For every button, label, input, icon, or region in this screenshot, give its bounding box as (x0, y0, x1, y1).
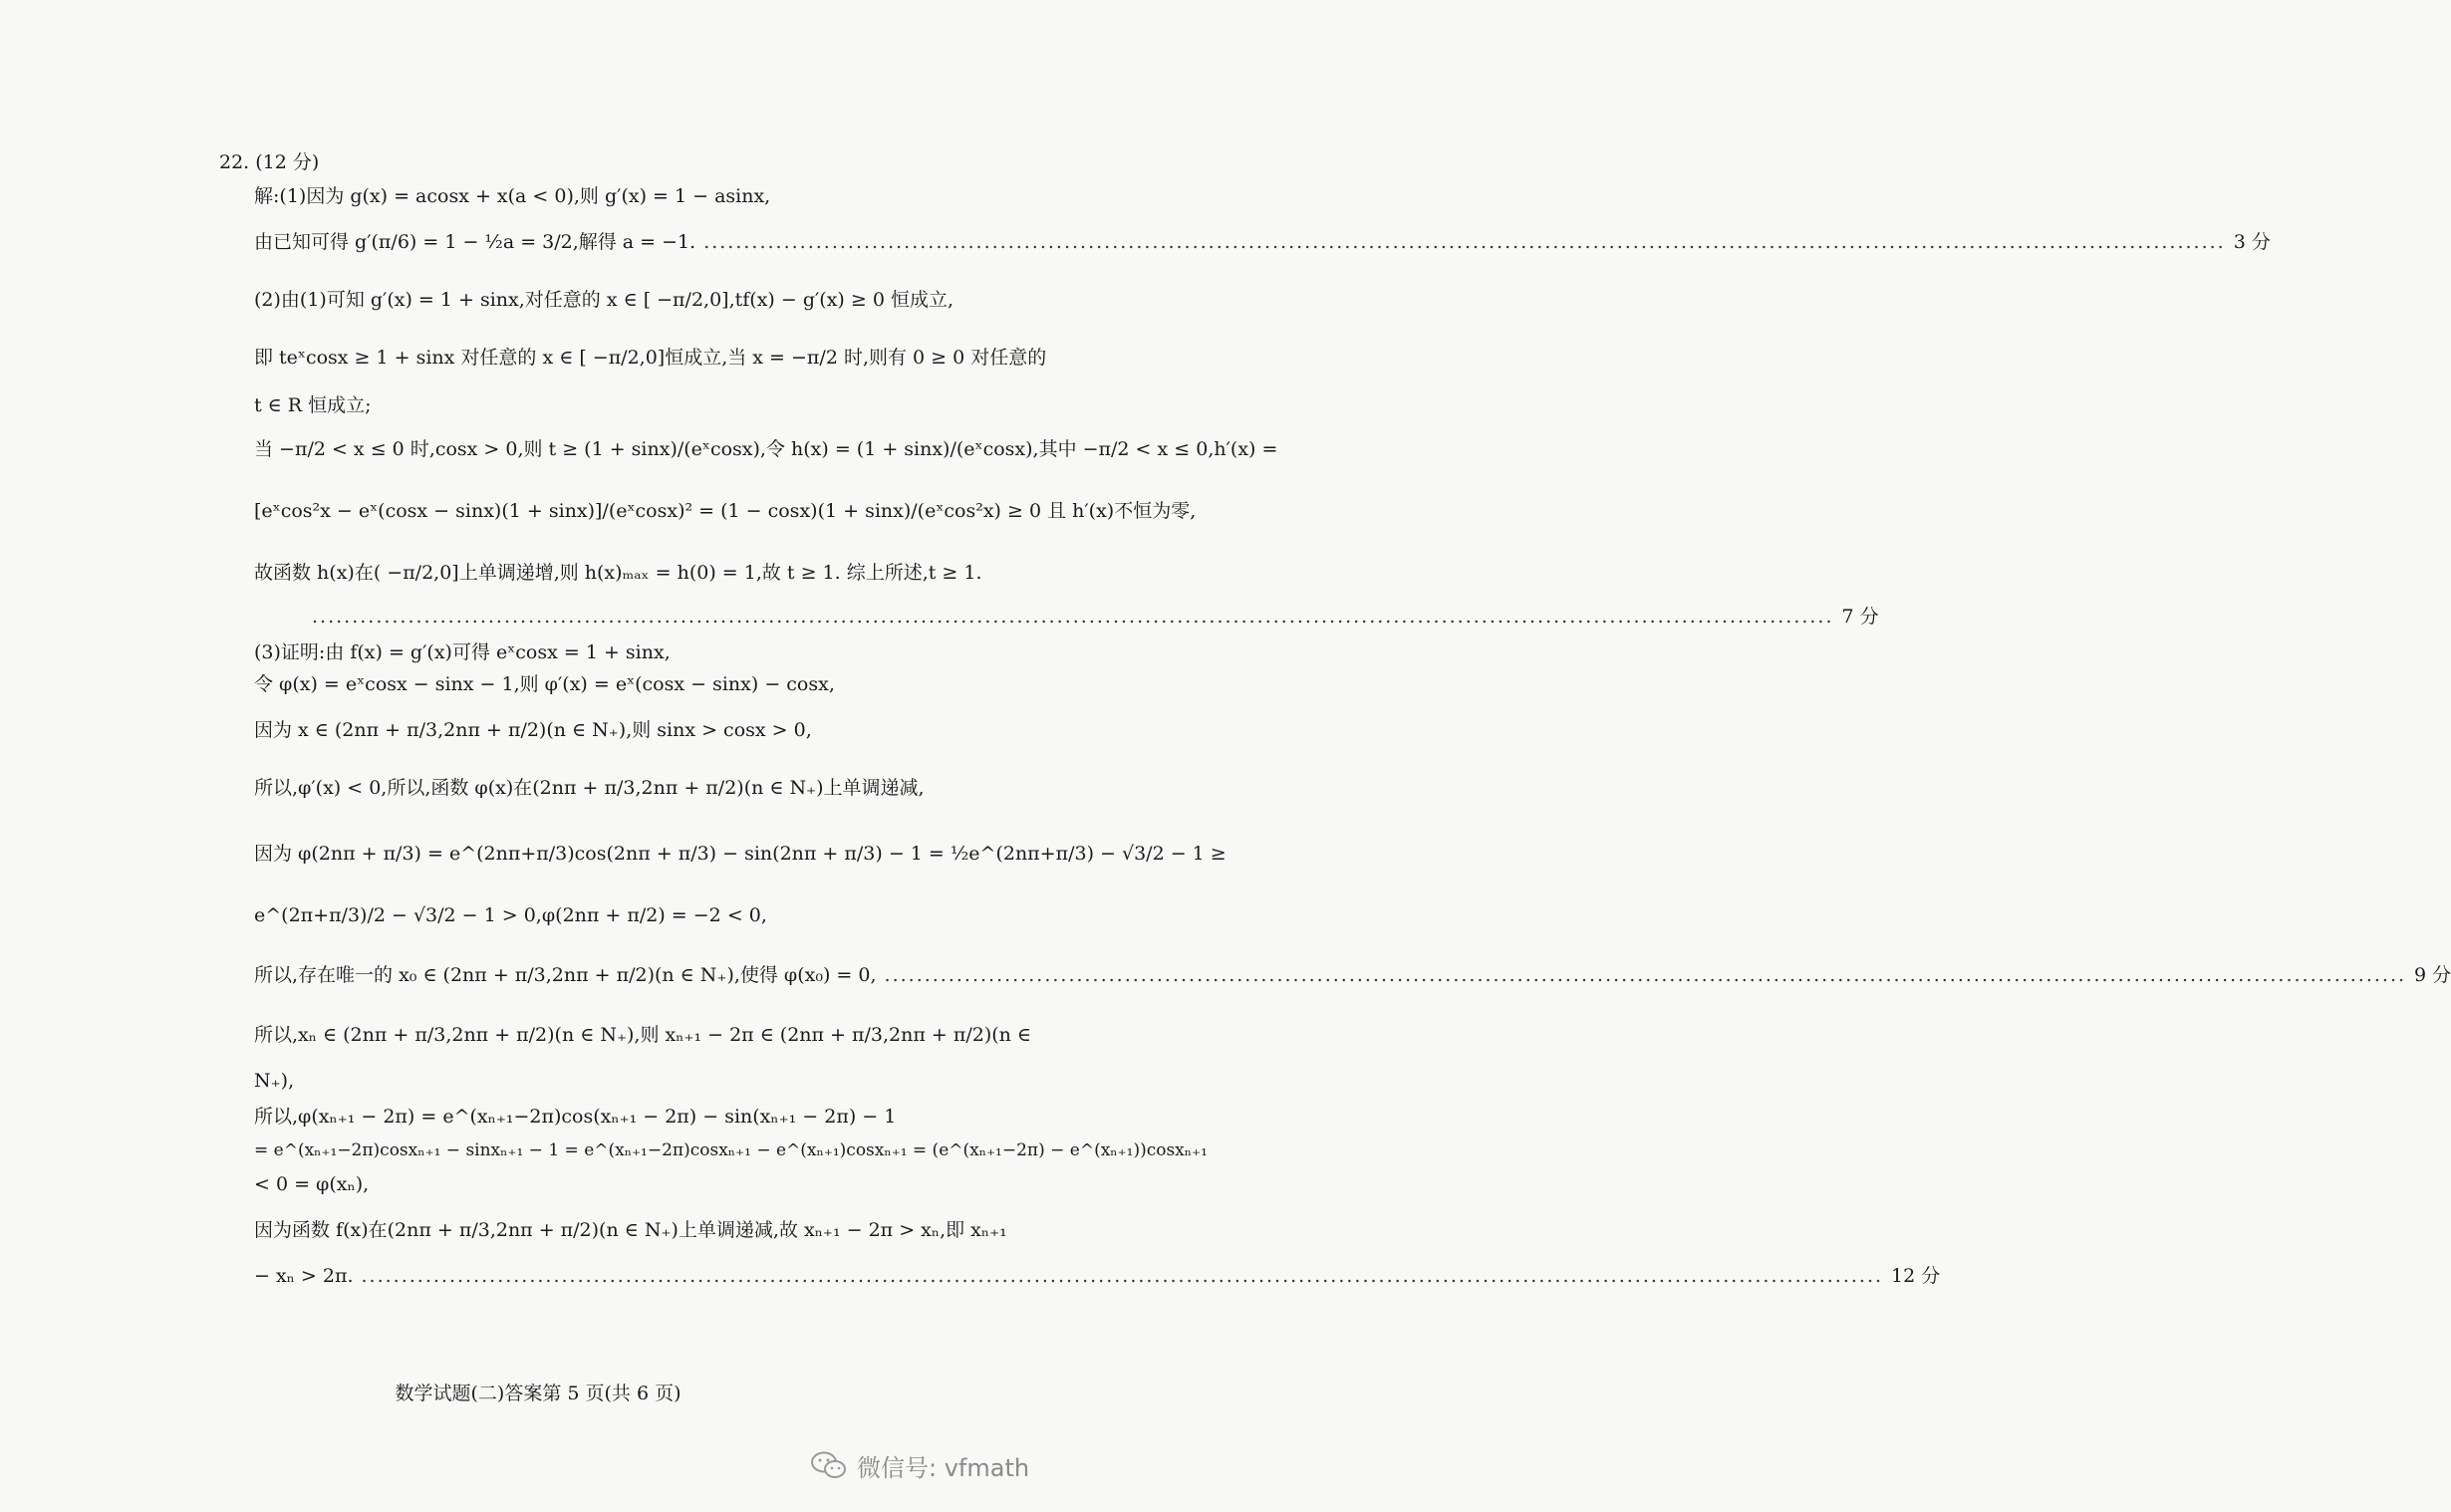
score-label: 9 分 (2414, 964, 2451, 986)
solution-line-2: (2)由(1)可知 g′(x) = 1 + sinx,对任意的 x ∈ [ −π/2,0],tf(x) − g′(x) ≥ 0 恒成立, (254, 289, 954, 311)
solution-line-1: 解:(1)因为 g(x) = acosx + x(a < 0),则 g′(x) = 1 − asinx, (254, 185, 771, 207)
scored-line-text: 所以,存在唯一的 x₀ ∈ (2nπ + π/3,2nπ + π/2)(n ∈ N₊),使得 φ(x₀) = 0, (254, 964, 877, 986)
scored-line-part4 (254, 1263, 1941, 1289)
solution-line-13: e^(2π+π/3)/2 − √3/2 − 1 > 0,φ(2nπ + π/2) = −2 < 0, (254, 904, 767, 926)
solution-line-4: t ∈ R 恒成立; (254, 394, 372, 416)
solution-line-6: [eˣcos²x − eˣ(cosx − sinx)(1 + sinx)]/(eˣcosx)² = (1 − cosx)(1 + sinx)/(eˣcos²x) ≥ 0 且 h′(x)不恒为零, (254, 500, 1197, 522)
solution-line-3: 即 teˣcosx ≥ 1 + sinx 对任意的 x ∈ [ −π/2,0]恒成立,当 x = −π/2 时,则有 0 ≥ 0 对任意的 (254, 347, 1047, 369)
score-label: 7 分 (1841, 606, 1879, 628)
scored-line-part2 (304, 604, 1879, 630)
scored-line-text: 由已知可得 g′(π/6) = 1 − ½a = 3/2,解得 a = −1. (254, 231, 696, 253)
solution-line-18: < 0 = φ(xₙ), (254, 1173, 370, 1195)
solution-line-7: 故函数 h(x)在( −π/2,0]上单调递增,则 h(x)ₘₐₓ = h(0) = 1,故 t ≥ 1. 综上所述,t ≥ 1. (254, 562, 982, 584)
problem-header: 22. (12 分) (219, 151, 320, 173)
solution-line-19: 因为函数 f(x)在(2nπ + π/3,2nπ + π/2)(n ∈ N₊)上单调递减,故 xₙ₊₁ − 2π > xₙ,即 xₙ₊₁ (254, 1219, 1007, 1241)
solution-line-14: 所以,xₙ ∈ (2nπ + π/3,2nπ + π/2)(n ∈ N₊),则 xₙ₊₁ − 2π ∈ (2nπ + π/3,2nπ + π/2)(n ∈ (254, 1024, 1031, 1046)
dot-leader (703, 229, 2226, 255)
solution-line-5: 当 −π/2 < x ≤ 0 时,cosx > 0,则 t ≥ (1 + sinx)/(eˣcosx),令 h(x) = (1 + sinx)/(eˣcosx),其中 −π/2 < x ≤ 0,h′(x) = (254, 438, 1278, 460)
solution-line-12: 因为 φ(2nπ + π/3) = e^(2nπ+π/3)cos(2nπ + π/3) − sin(2nπ + π/3) − 1 = ½e^(2nπ+π/3) − √3/2 − 1 ≥ (254, 843, 1226, 865)
solution-line-8: (3)证明:由 f(x) = g′(x)可得 eˣcosx = 1 + sinx, (254, 641, 671, 663)
solution-line-10: 因为 x ∈ (2nπ + π/3,2nπ + π/2)(n ∈ N₊),则 sinx > cosx > 0, (254, 719, 812, 741)
score-label: 3 分 (2233, 231, 2271, 253)
dot-leader (885, 962, 2407, 988)
watermark-text: 微信号: vfmath (857, 1453, 1030, 1482)
wechat-icon (809, 1449, 849, 1481)
scored-line-part3 (254, 962, 2451, 988)
watermark (809, 1448, 1029, 1482)
solution-line-9: 令 φ(x) = eˣcosx − sinx − 1,则 φ′(x) = eˣ(cosx − sinx) − cosx, (254, 673, 835, 695)
solution-line-15: N₊), (254, 1070, 295, 1092)
solution-line-11: 所以,φ′(x) < 0,所以,函数 φ(x)在(2nπ + π/3,2nπ + π/2)(n ∈ N₊)上单调递减, (254, 777, 925, 799)
solution-line-16: 所以,φ(xₙ₊₁ − 2π) = e^(xₙ₊₁−2π)cos(xₙ₊₁ − 2π) − sin(xₙ₊₁ − 2π) − 1 (254, 1106, 897, 1128)
score-label: 12 分 (1891, 1265, 1941, 1287)
solution-line-17: = e^(xₙ₊₁−2π)cosxₙ₊₁ − sinxₙ₊₁ − 1 = e^(xₙ₊₁−2π)cosxₙ₊₁ − e^(xₙ₊₁)cosxₙ₊₁ = (e^(xₙ₊₁−2π) − e^(xₙ₊₁))cosxₙ₊₁ (254, 1140, 1208, 1160)
scored-line-part1 (254, 229, 2271, 255)
scored-line-text: − xₙ > 2π. (254, 1265, 354, 1287)
dot-leader (362, 1263, 1884, 1289)
dot-leader (312, 604, 1834, 630)
page-footer: 数学试题(二)答案第 5 页(共 6 页) (395, 1383, 681, 1404)
